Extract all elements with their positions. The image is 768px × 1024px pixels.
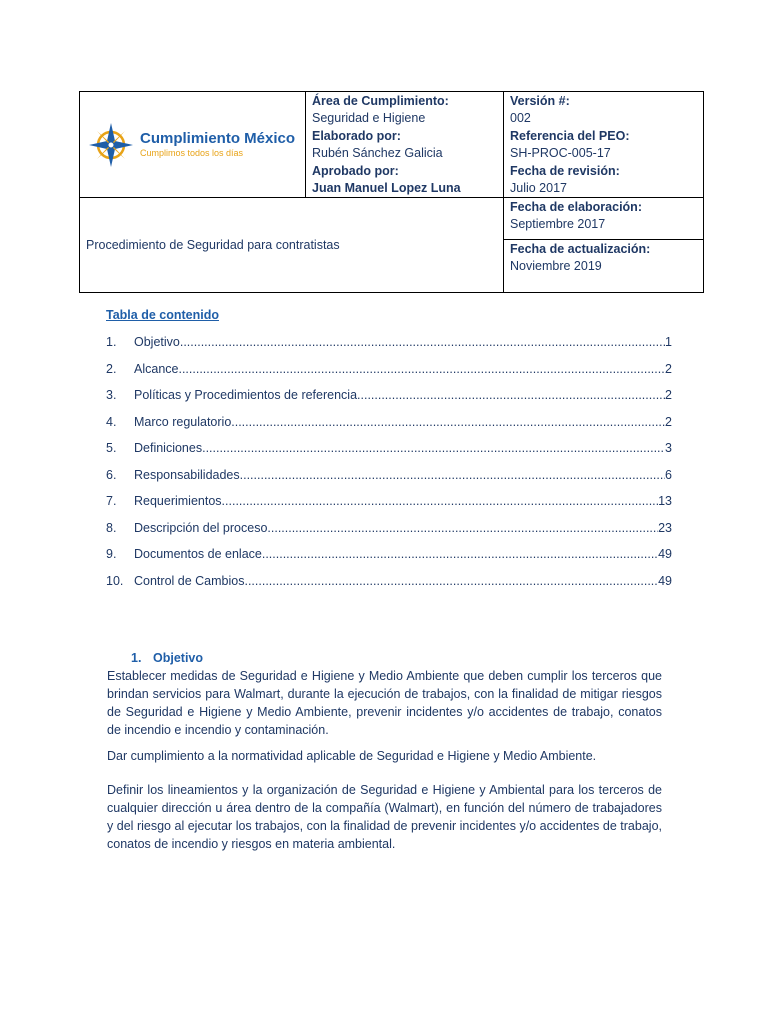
- aprobado-value: Juan Manuel Lopez Luna: [312, 181, 461, 195]
- toc-entry-label[interactable]: Alcance: [134, 361, 179, 376]
- objetivo-paragraph-1: Establecer medidas de Seguridad e Higiene y Medio Ambiente que deben cumplir los terceros que brindan servicios para Walmart, durante la ejecución de trabajos, con la finalidad de mitigar riesgos de Seguridad e Higiene y Medio Ambiente, prevenir incidentes y/o accidentes de trabajo, conatos de incendio e incendio y contaminación.: [107, 669, 662, 737]
- toc-entry-label[interactable]: Responsabilidades: [134, 467, 240, 482]
- area-label: Área de Cumplimiento:: [312, 94, 449, 108]
- elaboracion-block: [504, 199, 703, 240]
- toc-entry[interactable]: [106, 441, 672, 468]
- revision-value: Julio 2017: [510, 181, 567, 195]
- toc-leader-dots: [202, 441, 665, 455]
- toc-entry-label[interactable]: Definiciones: [134, 441, 203, 455]
- version-referencia-revision-cell: [504, 92, 704, 198]
- toc-entry[interactable]: [106, 415, 672, 442]
- toc-entry-number: 4.: [106, 414, 117, 429]
- revision-label: Fecha de revisión:: [510, 164, 620, 178]
- logo-tagline: Cumplimos todos los días: [140, 148, 244, 158]
- elaboracion-value: Septiembre 2017: [510, 217, 606, 231]
- fechas-cell: [504, 198, 704, 293]
- version-value: 002: [510, 111, 531, 125]
- document-title-cell: [80, 198, 504, 293]
- toc-entry-label[interactable]: Marco regulatorio: [134, 414, 232, 429]
- toc-entry-number: 9.: [106, 547, 117, 561]
- elaborado-label: Elaborado por:: [312, 129, 401, 143]
- toc-entry-number: 10.: [106, 573, 124, 588]
- toc-entry-number: 8.: [106, 520, 117, 535]
- objetivo-paragraph-2: Dar cumplimiento a la normatividad aplicable de Seguridad e Higiene y Medio Ambiente.: [107, 749, 597, 763]
- toc-entry[interactable]: [106, 362, 672, 389]
- table-of-contents: [106, 335, 672, 600]
- toc-leader-dots: [271, 521, 658, 535]
- toc-entry-page: 13: [658, 494, 672, 508]
- toc-entry-label[interactable]: Descripción del proceso.: [134, 520, 271, 535]
- version-label: Versión #:: [510, 94, 570, 108]
- toc-entry[interactable]: [106, 468, 672, 495]
- logo-name: Cumplimiento México: [140, 130, 296, 147]
- toc-leader-dots: [180, 335, 665, 349]
- toc-entry-page: 2: [665, 361, 672, 376]
- toc-leader-dots: [361, 388, 666, 402]
- toc-entry[interactable]: [106, 521, 672, 548]
- toc-entry-number: 5.: [106, 441, 117, 455]
- toc-entry[interactable]: [106, 388, 672, 415]
- toc-leader-dots: [240, 468, 665, 482]
- toc-entry-label[interactable]: Documentos de enlace: [134, 547, 262, 561]
- toc-entry[interactable]: [106, 574, 672, 601]
- area-value: Seguridad e Higiene: [312, 111, 426, 125]
- toc-entry-page: 49: [658, 547, 672, 561]
- aprobado-label: Aprobado por:: [312, 164, 399, 178]
- toc-entry-label[interactable]: Objetivo: [134, 335, 180, 349]
- objetivo-paragraph-3: Definir los lineamientos y la organización de Seguridad e Higiene y Ambiental para los terceros de cualquier dirección u área dentro de la compañía (Walmart), en función del número de trabajadores y del riesgo al ejecutar los trabajos, con la finalidad de prevenir incidentes y/o accidentes de trabajo, conatos de incendio y riesgos en materia ambiental.: [107, 783, 662, 851]
- toc-title[interactable]: Tabla de contenido: [106, 308, 219, 322]
- section-number: 1.: [131, 651, 142, 665]
- toc-entry-page: 6: [665, 467, 672, 482]
- toc-leader-dots: [248, 574, 658, 588]
- toc-entry-number: 1.: [106, 335, 117, 349]
- toc-entry-number: 3.: [106, 388, 117, 402]
- toc-entry-page: 2: [665, 414, 672, 429]
- logo-cell: [80, 92, 306, 198]
- document-title: Procedimiento de Seguridad para contratistas: [86, 238, 340, 252]
- area-elaborado-aprobado-cell: [306, 92, 504, 198]
- toc-entry-page: 3: [665, 441, 672, 455]
- toc-leader-dots: [262, 547, 658, 561]
- toc-entry-page: 1: [665, 335, 672, 349]
- toc-entry[interactable]: [106, 547, 672, 574]
- toc-entry-number: 6.: [106, 467, 117, 482]
- toc-entry-page: 2: [665, 388, 672, 402]
- actualizacion-block: [510, 241, 697, 275]
- section-objetivo-heading: [131, 651, 203, 665]
- toc-entry-label[interactable]: Requerimientos: [134, 494, 222, 508]
- company-logo: [88, 122, 297, 168]
- section-title: Objetivo: [153, 651, 204, 665]
- toc-entry-label[interactable]: Políticas y Procedimientos de referencia.: [134, 388, 361, 402]
- toc-leader-dots: [231, 415, 665, 429]
- toc-leader-dots: [178, 362, 665, 376]
- referencia-label: Referencia del PEO:: [510, 129, 630, 143]
- actualizacion-value: Noviembre 2019: [510, 259, 602, 273]
- referencia-value: SH-PROC-005-17: [510, 146, 611, 160]
- compass-logo-icon: [88, 122, 134, 168]
- toc-leader-dots: [222, 494, 659, 508]
- toc-entry-label[interactable]: Control de Cambios.: [134, 573, 248, 588]
- elaborado-value: Rubén Sánchez Galicia: [312, 146, 443, 160]
- toc-entry[interactable]: [106, 494, 672, 521]
- toc-entry-number: 2.: [106, 361, 117, 376]
- toc-entry-number: 7.: [106, 494, 117, 508]
- toc-entry-page: 49: [658, 573, 672, 588]
- toc-entry-page: 23: [658, 520, 672, 535]
- toc-entry[interactable]: [106, 335, 672, 362]
- elaboracion-label: Fecha de elaboración:: [510, 200, 642, 214]
- document-header-table: [79, 91, 704, 293]
- actualizacion-label: Fecha de actualización:: [510, 242, 651, 256]
